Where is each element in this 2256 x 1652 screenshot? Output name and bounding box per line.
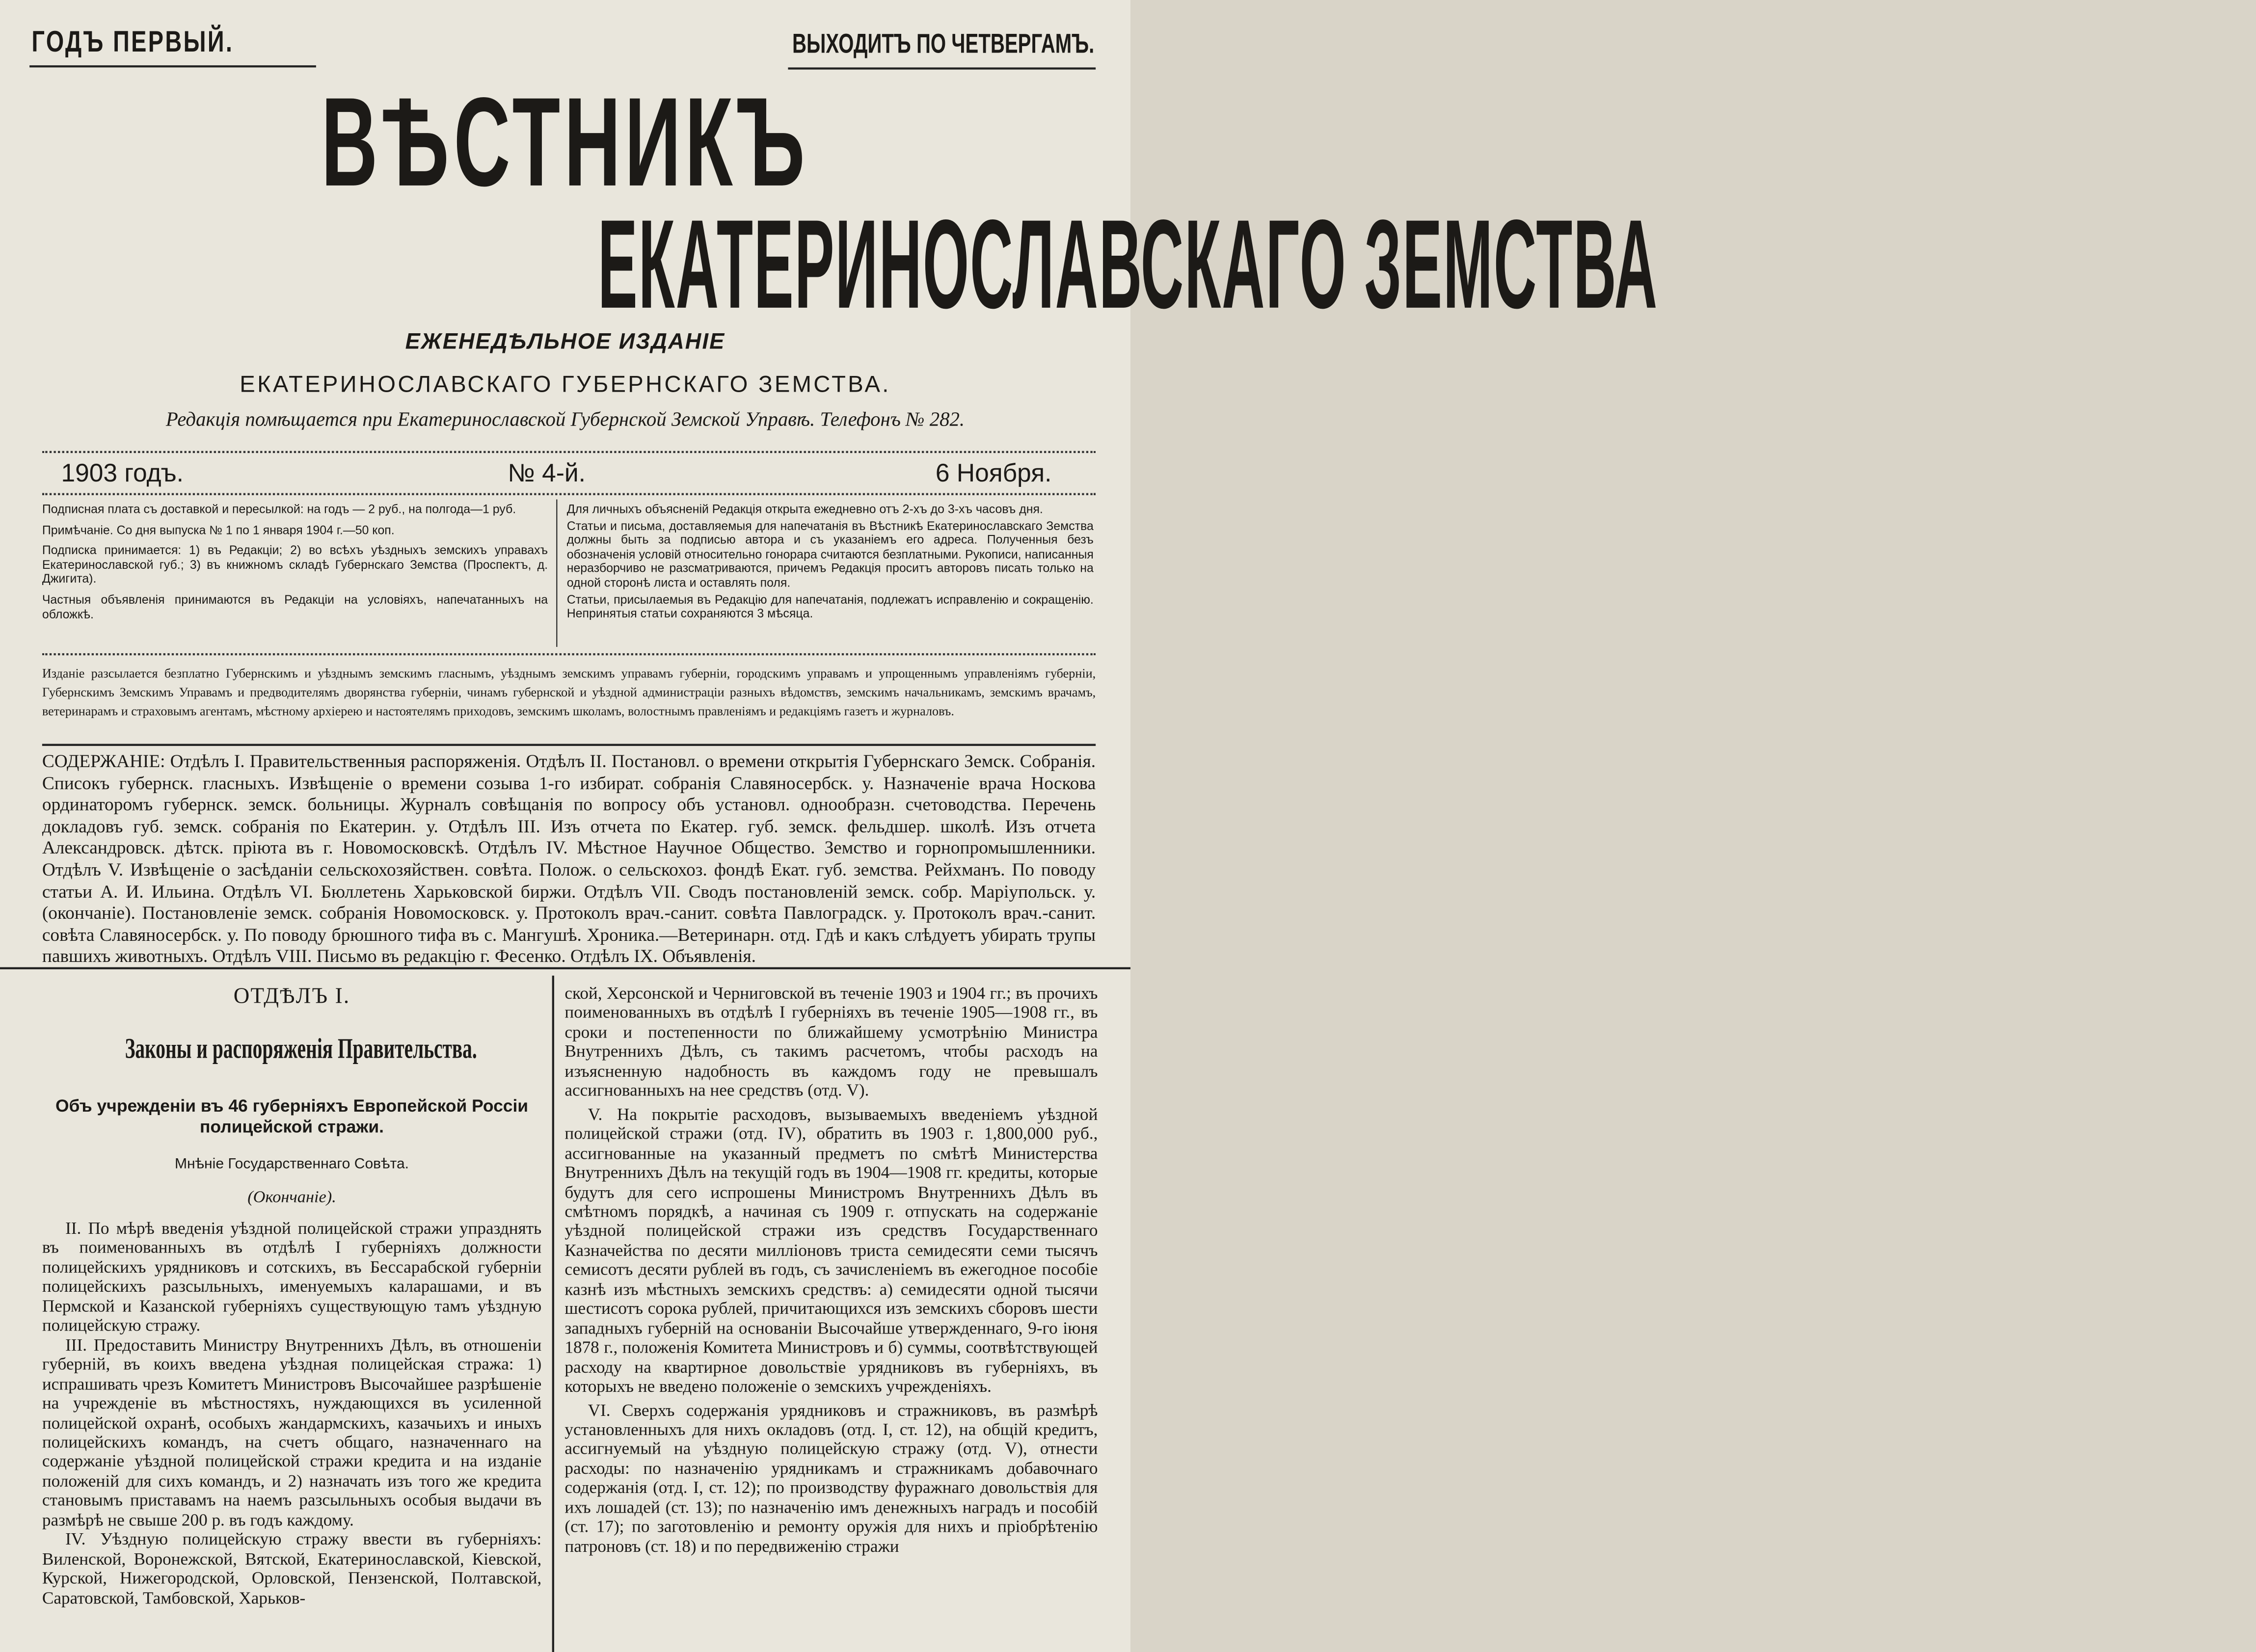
article-right-column [564, 984, 1098, 1556]
masthead-title-line-1: ВѢСТНИКЪ [321, 71, 809, 213]
issue-number: № 4-й. [508, 459, 586, 488]
editorial-notices [567, 503, 1094, 628]
article-paragraph: V. На покрытіе расходовъ, вызываемыхъ введеніемъ уѣздной полицейской стражи (отд. IV), обратить въ 1903 г. 1,800,000 руб., ассигнованные на указанный предметъ по смѣтѣ Министерства Внутреннихъ Дѣлъ на текущій годъ въ 1904—1908 гг. кредиты, которые будутъ для сего испрошены Министромъ Внутреннихъ Дѣлъ въ смѣтномъ порядкѣ, а начиная съ 1909 г. отпускать на содержаніе уѣздной полицейской стражи изъ средствъ Государственнаго Казначейства по десяти милліоновъ триста семидесяти семи тысячъ семисотъ десяти рублей въ годъ, съ зачисленіемъ въ ежегодное пособіе казнѣ изъ мѣстныхъ земскихъ средствъ: а) семидесяти одной тысячи шестисотъ сорока рублей, причитающихся изъ земскихъ сборовъ шести западныхъ губерній на основаніи Высочайше утвержденнаго, 9-го іюня 1878 г., положенія Комитета Министровъ и б) суммы, соотвѣтствующей расходу на квартирное довольствіе урядниковъ въ губерніяхъ, въ которыхъ не введено положеніе о земскихъ учрежденіяхъ. [564, 1104, 1098, 1396]
issue-date: 6 Ноября. [935, 459, 1052, 488]
editorial-address: Редакція помѣщается при Екатеринославской Губернской Земской Управѣ. Телефонъ № 282. [165, 408, 965, 431]
subtitle-weekly: ЕЖЕНЕДѢЛЬНОЕ ИЗДАНІЕ [405, 329, 725, 354]
year-label-box [29, 23, 320, 69]
notice-office-hours: Для личныхъ объясненій Редакція открыта ежедневно отъ 2-хъ до 3-хъ часовъ дня. [566, 502, 1043, 516]
notice-subscription-price: Подписная плата съ доставкой и пересылкой: на годъ — 2 руб., на полгода—1 руб. [42, 502, 516, 516]
article-paragraph: ской, Херсонской и Черниговской въ теченіе 1903 и 1904 гг.; въ прочихъ поименованныхъ въ отдѣлѣ I губерніяхъ въ теченіе 1905—1908 гг., въ сроки и постепенности по ближайшему усмотрѣнію Министра Внутреннихъ Дѣлъ, съ такимъ расчетомъ, чтобы расходъ на изъясненную надобность въ каждомъ году не превышалъ ассигнованныхъ на нее средствъ (отд. V). [564, 983, 1098, 1100]
article-paragraph: II. По мѣрѣ введенія уѣздной полицейской стражи упразднять въ поименованныхъ въ отдѣлѣ I губерніяхъ должности полицейскихъ урядниковъ и сотскихъ, въ Бессарабской губерніи полицейскихъ разсыльныхъ, именуемыхъ каларашами, и въ Пермской и Казанской губерніяхъ существующую тамъ уѣздную полицейскую стражу. [42, 1218, 542, 1335]
law-heading: Законы и распоряженія Правительства. [125, 1032, 477, 1065]
column-divider [552, 976, 554, 1652]
schedule-label-underline [788, 67, 1096, 69]
notices-bottom-rule [42, 653, 1096, 655]
contents-bottom-rule [0, 967, 1130, 969]
article-paragraph: IV. Уѣздную полицейскую стражу ввести въ губерніяхъ: Виленской, Воронежской, Вятской, Екатеринославской, Кіевской, Курской, Нижегородской, Орловской, Пензенской, Полтавской, Саратовской, Тамбовской, Харьков- [42, 1529, 542, 1608]
masthead-title-line-2: ЕКАТЕРИНОСЛАВСКАГО ЗЕМСТВА [597, 193, 1659, 335]
article-title: Объ учрежденіи въ 46 губерніяхъ Европейской Россіи полицейской стражи. [55, 1096, 529, 1137]
notice-editing-rules: Статьи, присылаемыя въ Редакцію для напечатанія, подлежатъ исправленію и сокращенію. Непринятыя статьи сохраняются 3 мѣсяца. [566, 592, 1094, 621]
article-left-column [42, 1219, 541, 1608]
article-paragraph: III. Предоставить Министру Внутреннихъ Дѣлъ, въ отношеніи губерній, въ коихъ введена уѣздная полицейская стража: 1) испрашивать чрезъ Комитетъ Министровъ Высочайшее разрѣшеніе на учрежденіе въ мѣстностяхъ, нуждающихся въ усиленной полицейской охранѣ, особыхъ жандармскихъ, казачьихъ и иныхъ полицейскихъ командъ, на счетъ общаго, назначеннаго на содержаніе уѣздной полицейской стражи кредита и на изданіе положеній для сихъ командъ, и 2) назначать изъ того же кредита становымъ приставамъ на наемъ разсыльныхъ особыя выдачи въ размѣрѣ не свыше 200 р. въ годъ каждому. [42, 1334, 542, 1530]
schedule-label: ВЫХОДИТЪ ПО ЧЕТВЕРГАМЪ. [792, 27, 1095, 59]
notice-submission-rules: Статьи и письма, доставляемыя для напечатанія въ Вѣстникѣ Екатеринославскаго Земства должны быть за подписью автора и съ указаніемъ его адреса. Полученныя безъ обозначенія условій относительно гонорара считаются безплатными. Рукописи, написанныя неразборчиво не разсматриваются, причемъ Редакція проситъ авторовъ писать только на одной сторонѣ листа и оставлять поля. [566, 519, 1094, 590]
notice-where-to-subscribe: Подписка принимается: 1) въ Редакціи; 2) во всѣхъ уѣздныхъ земскихъ управахъ Екатеринославской губ.; 3) въ книжномъ складѣ Губернскаго Земства (Проспектъ, д. Джигита). [42, 544, 548, 586]
year-label-underline [29, 65, 316, 67]
notice-private-ads: Частныя объявленія принимаются въ Редакціи на условіяхъ, напечатанныхъ на обложкѣ. [42, 593, 548, 621]
issue-top-rule [42, 451, 1096, 453]
distribution-note: Изданіе разсылается безплатно Губернскимъ и уѣзднымъ земскимъ гласнымъ, уѣзднымъ земскимъ управамъ губерніи, городскимъ управамъ и упрощеннымъ управленіямъ губерніи, Губернскимъ Земскимъ Управамъ и предводителямъ дворянства губерніи, чинамъ губернской и уѣздной администраціи разныхъ вѣдомствъ, земскимъ начальникамъ, земскимъ врачамъ, ветеринарамъ и страховымъ агентамъ, мѣстному архіерею и настоятелямъ приходовъ, земскимъ школамъ, волостнымъ правленіямъ и редакціямъ газетъ и журналовъ. [42, 666, 1096, 719]
article-paragraph: VI. Сверхъ содержанія урядниковъ и стражниковъ, въ размѣрѣ установленныхъ для нихъ окладовъ (отд. I, ст. 12), на общій кредитъ, ассигнуемый на уѣздную полицейскую стражу (отд. V), отнести расходы: по назначенію урядникамъ и стражникамъ добавочнаго содержанія (отд. I, ст. 12); по производству фуражнаго довольствія для ихъ лошадей (ст. 13); по назначенію имъ денежныхъ наградъ и пособій (ст. 17); по заготовленію и ремонту оружія для нихъ и пріобрѣтенію патроновъ (ст. 18) и по передвиженію стражи [564, 1399, 1098, 1556]
notice-remark: Примѣчаніе. Со дня выпуска № 1 по 1 января 1904 г.—50 коп. [42, 523, 395, 537]
schedule-label-box [788, 23, 1100, 69]
subtitle-publisher: ЕКАТЕРИНОСЛАВСКАГО ГУБЕРНСКАГО ЗЕМСТВА. [240, 371, 891, 398]
year-label: ГОДЪ ПЕРВЫЙ. [31, 25, 234, 58]
notices-divider [556, 500, 557, 647]
section-heading: ОТДѢЛЪ I. [233, 983, 350, 1009]
table-of-contents: СОДЕРЖАНІЕ: Отдѣлъ I. Правительственныя распоряженія. Отдѣлъ II. Постановл. о времени открытія Губернскаго Земск. Собранія. Списокъ губернск. гласныхъ. Извѣщеніе о времени созыва 1-го избират. собранія Славяносербск. у. Назначеніе врача Носкова ординаторомъ губернск. земск. больницы. Журналъ совѣщанія по вопросу объ установл. однообразн. счетоводства. Перечень докладовъ губ. земск. собранія по Екатерин. у. Отдѣлъ III. Изъ отчета по Екатер. губ. земск. фельдшер. школѣ. Изъ отчета Александровск. дѣтск. пріюта въ г. Новомосковскѣ. Отдѣлъ IV. Мѣстное Научное Общество. Земство и горнопромышленники. Отдѣлъ V. Извѣщеніе о засѣданіи сельскохозяйствен. совѣта. Полож. о сельскохоз. фондѣ Екат. губ. земства. Рейхманъ. По поводу статьи А. И. Ильина. Отдѣлъ VI. Бюллетень Харьковской биржи. Отдѣлъ VII. Сводъ постановленій земск. собр. Маріупольск. у. (окончаніе). Постановленіе земск. собранія Новомосковск. у. Протоколъ врач.-санит. совѣта Павлоградск. у. Протоколъ врач.-санит. совѣта Славяносербск. у. По поводу брюшного тифа въ с. Мангушѣ. Хроника.—Ветеринарн. отд. Гдѣ и какъ слѣдуетъ убирать трупы павшихъ животныхъ. Отдѣлъ VIII. Письмо въ редакцію г. Фесенко. Отдѣлъ IX. Объявленія. [42, 750, 1096, 967]
distribution-bottom-rule [42, 744, 1096, 746]
subscription-notices [42, 503, 548, 628]
continuation-label: (Окончаніе). [247, 1188, 336, 1206]
issue-year: 1903 годъ. [61, 459, 184, 488]
issue-bottom-rule [42, 493, 1096, 495]
article-subtitle: Мнѣніе Государственнаго Совѣта. [175, 1154, 409, 1172]
